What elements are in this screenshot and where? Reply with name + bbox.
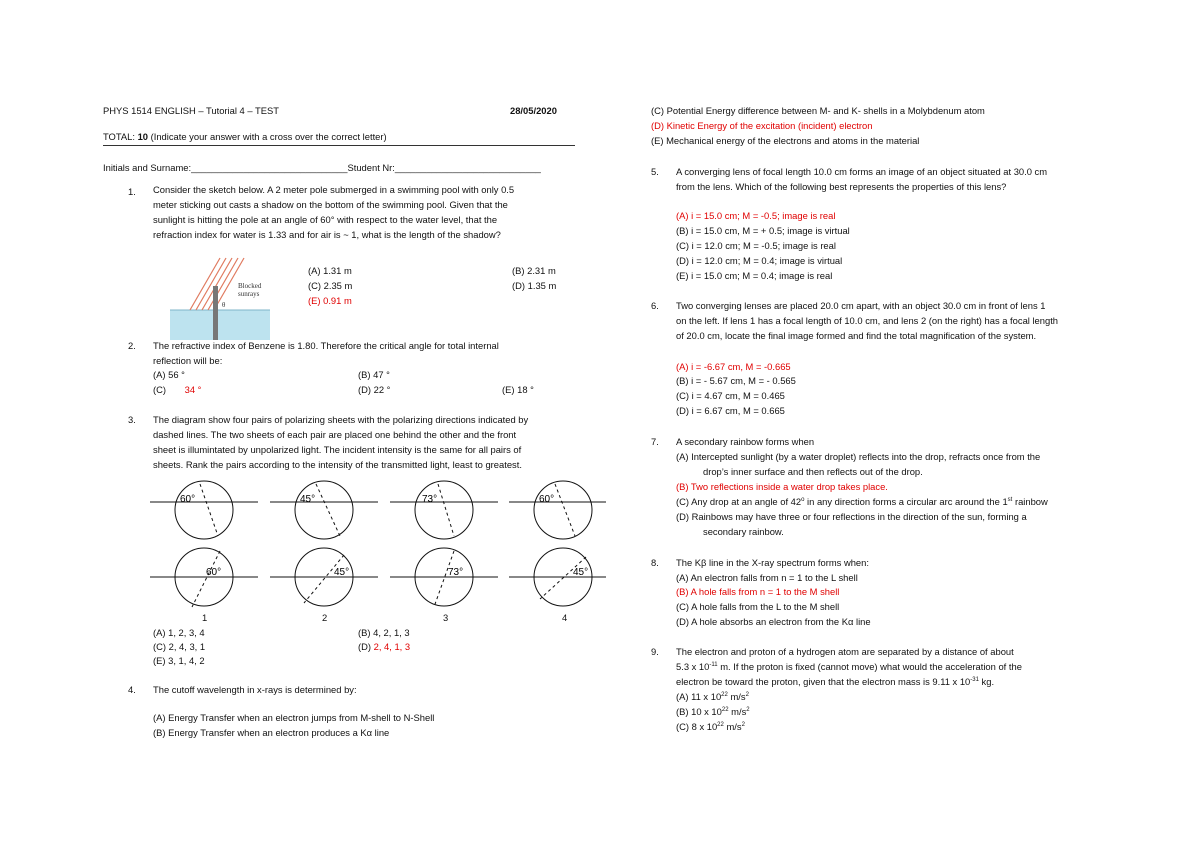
q5-option-c[interactable]: (C) i = 12.0 cm; M = -0.5; image is real [676,240,836,251]
polarizer-sheet [415,481,473,539]
q9-option-c[interactable] [676,721,745,732]
q3-option-d-label: (D) [358,641,372,652]
q9-option-c-pre: (C) 8 x 10 [676,721,718,732]
q3-top-angle: 60° [180,494,196,505]
q8-number: 8. [651,557,659,568]
q7-option-c-post: rainbow [1012,496,1048,507]
sketch-theta: θ [222,301,226,309]
q7-option-c-sup: o [801,496,805,503]
q9-line2-pre: 5.3 x 10 [676,661,710,672]
q3-bottom-angle: 60° [206,567,222,578]
q3-option-d-value: 2, 4, 1, 3 [371,641,411,652]
q5-option-d[interactable]: (D) i = 12.0 cm; M = 0.4; image is virtual [676,255,843,266]
q3-top-angle: 60° [539,494,555,505]
q7-option-c-mid: in any direction forms a circular arc around the 1 [804,496,1008,507]
q5-option-a[interactable]: (A) i = 15.0 cm; M = -0.5; image is real [676,210,836,221]
q3-option-c[interactable]: (C) 2, 4, 3, 1 [153,641,206,652]
q6-option-b[interactable]: (B) i = - 5.67 cm, M = - 0.565 [676,375,796,386]
q2-line: The refractive index of Benzene is 1.80. Therefore the critical angle for total internal [153,340,499,351]
q5-line: from the lens. Which of the following best represents the properties of this lens? [676,181,1007,192]
q9-line2 [676,661,1022,672]
q2-number: 2. [128,340,136,351]
q5-line: A converging lens of focal length 10.0 cm forms an image of an object situated at 30.0 cm [676,166,1048,177]
sketch-blocked: Blocked [238,282,262,290]
q9-option-a-sup2: 2 [745,691,749,698]
q1-option-b[interactable]: (B) 2.31 m [512,265,556,276]
polarizer-sheet [295,481,353,539]
q3-bottom-angle: 45° [334,567,350,578]
header-course: PHYS 1514 ENGLISH – Tutorial 4 – TEST [103,105,279,116]
q3-line: sheets. Rank the pairs according to the intensity of the transmitted light, least to greatest. [153,459,522,470]
q1-number: 1. [128,186,136,197]
total-line [103,131,387,142]
q1-line: Consider the sketch below. A 2 meter pole submerged in a swimming pool with only 0.5 [153,184,515,195]
q9-option-b-sup: 22 [721,706,729,713]
q9-line3 [676,676,994,687]
q8-option-b[interactable]: (B) A hole falls from n = 1 to the M shell [676,586,840,597]
q6-option-c[interactable]: (C) i = 4.67 cm, M = 0.465 [676,390,785,401]
q9-line3-sup: -31 [970,676,979,683]
q7-option-d-cont: secondary rainbow. [703,526,784,537]
q7-option-a-cont: drop’s inner surface and then reflects out of the drop. [703,466,923,477]
q2-option-c-value: 34 ° [184,384,202,395]
q2-line: reflection will be: [153,355,223,366]
q6-number: 6. [651,300,659,311]
q9-option-c-sup: 22 [717,721,724,728]
q3-option-a[interactable]: (A) 1, 2, 3, 4 [153,627,205,638]
total-note: (Indicate your answer with a cross over the correct letter) [150,131,387,142]
q8-option-c[interactable]: (C) A hole falls from the L to the M shell [676,601,840,612]
header-date: 28/05/2020 [510,105,557,116]
q9-option-c-post: m/s [723,721,742,732]
q4-option-b[interactable]: (B) Energy Transfer when an electron produces a Kα line [153,727,390,738]
polarizer-row-top [148,478,608,548]
q2-option-a[interactable]: (A) 56 ° [153,369,185,380]
q3-line: dashed lines. The two sheets of each pair are placed one behind the other and the front [153,429,517,440]
q9-number: 9. [651,646,659,657]
q6-line: of 20.0 cm, locate the final image formed and find the total magnification of the system. [676,330,1037,341]
q3-line: The diagram show four pairs of polarizing sheets with the polarizing directions indicated by [153,414,529,425]
q9-option-b[interactable] [676,706,750,717]
polarizer-sheet [175,481,233,539]
q4-option-c[interactable]: (C) Potential Energy difference between M- and K- shells in a Molybdenum atom [651,105,985,116]
q9-line1: The electron and proton of a hydrogen atom are separated by a distance of about [676,646,1014,657]
sketch-sunrays: sunrays [238,290,260,298]
q7-option-d[interactable]: (D) Rainbows may have three or four reflections in the direction of the sun, forming a [676,511,1027,522]
q2-option-c-label: (C) [153,384,167,395]
q3-line: sheet is illumintated by unpolarized light. The incident intensity is the same for all pairs of [153,444,522,455]
q3-pair-number: 3 [443,612,449,623]
total-rule [103,145,575,146]
q1-line: refraction index for water is 1.33 and for air is ~ 1, what is the length of the shadow? [153,229,501,240]
polarizer-row-bottom [148,545,608,615]
q8-option-d[interactable]: (D) A hole absorbs an electron from the Kα line [676,616,871,627]
q6-line: on the left. If lens 1 has a focal length of 10.0 cm, and lens 2 (on the right) has a focal length [676,315,1059,326]
q7-number: 7. [651,436,659,447]
q6-option-a[interactable]: (A) i = -6.67 cm, M = -0.665 [676,361,791,372]
q2-option-b[interactable]: (B) 47 ° [358,369,390,380]
q9-option-b-post: m/s [728,706,747,717]
q4-option-d[interactable]: (D) Kinetic Energy of the excitation (incident) electron [651,120,873,131]
q7-option-c-pre: (C) Any drop at an angle of 42 [676,496,802,507]
q7-option-b[interactable]: (B) Two reflections inside a water drop takes place. [676,481,888,492]
q4-text: The cutoff wavelength in x-rays is determined by: [153,684,357,695]
q5-number: 5. [651,166,659,177]
q7-text: A secondary rainbow forms when [676,436,815,447]
q1-line: sunlight is hitting the pole at an angle of 60° with respect to the water level, that the [153,214,498,225]
q3-top-angle: 45° [300,494,316,505]
q3-bottom-angle: 73° [448,567,464,578]
q7-option-c-sup2: st [1007,496,1013,503]
q9-line3-post: kg. [978,676,995,687]
q3-pair-number: 4 [562,612,568,623]
total-value: 10 [137,131,148,142]
q9-option-b-sup2: 2 [746,706,750,713]
q9-option-a-post: m/s [727,691,746,702]
q2-option-e[interactable]: (E) 18 ° [502,384,534,395]
q5-option-b[interactable]: (B) i = 15.0 cm, M = + 0.5; image is virtual [676,225,850,236]
initials-field: Initials and Surname:______________________________Student Nr:____________________________ [103,162,541,173]
q3-option-b[interactable]: (B) 4, 2, 1, 3 [358,627,410,638]
q9-option-a[interactable] [676,691,749,702]
q1-line: meter sticking out casts a shadow on the bottom of the swimming pool. Given that the [153,199,508,210]
q6-option-d[interactable]: (D) i = 6.67 cm, M = 0.665 [676,405,785,416]
q9-line2-sup: -11 [709,661,718,668]
total-label: TOTAL: [103,131,135,142]
q5-option-e[interactable]: (E) i = 15.0 cm; M = 0.4; image is real [676,270,833,281]
q3-top-angle: 73° [422,494,438,505]
q3-option-d[interactable] [358,641,410,652]
q1-option-e[interactable]: (E) 0.91 m [308,295,352,306]
q8-text: The Kβ line in the X-ray spectrum forms when: [676,557,869,568]
q2-option-d[interactable]: (D) 22 ° [358,384,391,395]
q8-option-a[interactable]: (A) An electron falls from n = 1 to the L shell [676,572,858,583]
q3-option-e[interactable]: (E) 3, 1, 4, 2 [153,655,205,666]
q1-option-c[interactable]: (C) 2.35 m [308,280,353,291]
q1-option-a[interactable]: (A) 1.31 m [308,265,352,276]
q6-line: Two converging lenses are placed 20.0 cm apart, with an object 30.0 cm in front of lens 1 [676,300,1046,311]
q4-option-e[interactable]: (E) Mechanical energy of the electrons and atoms in the material [651,135,920,146]
q9-line3-pre: electron be toward the proton, given that the electron mass is 9.11 x 10 [676,676,971,687]
polarizer-sheet [534,481,592,539]
q7-option-a[interactable]: (A) Intercepted sunlight (by a water droplet) reflects into the drop, refracts once from the [676,451,1041,462]
q3-pair-number: 2 [322,612,328,623]
q4-number: 4. [128,684,136,695]
q9-option-a-pre: (A) 11 x 10 [676,691,722,702]
q3-bottom-angle: 45° [573,567,589,578]
q9-option-b-pre: (B) 10 x 10 [676,706,722,717]
q2-option-c[interactable] [153,384,201,395]
q3-number: 3. [128,414,136,425]
q4-option-a[interactable]: (A) Energy Transfer when an electron jumps from M-shell to N-Shell [153,712,435,723]
q1-option-d[interactable]: (D) 1.35 m [512,280,557,291]
q3-pair-number: 1 [202,612,208,623]
q9-option-a-sup: 22 [721,691,728,698]
q9-line2-post: m. If the proton is fixed (cannot move) what would the acceleration of the [717,661,1022,672]
q7-option-c[interactable] [676,496,1048,507]
pole-shadow-sketch [170,250,270,340]
q9-option-c-sup2: 2 [741,721,745,728]
